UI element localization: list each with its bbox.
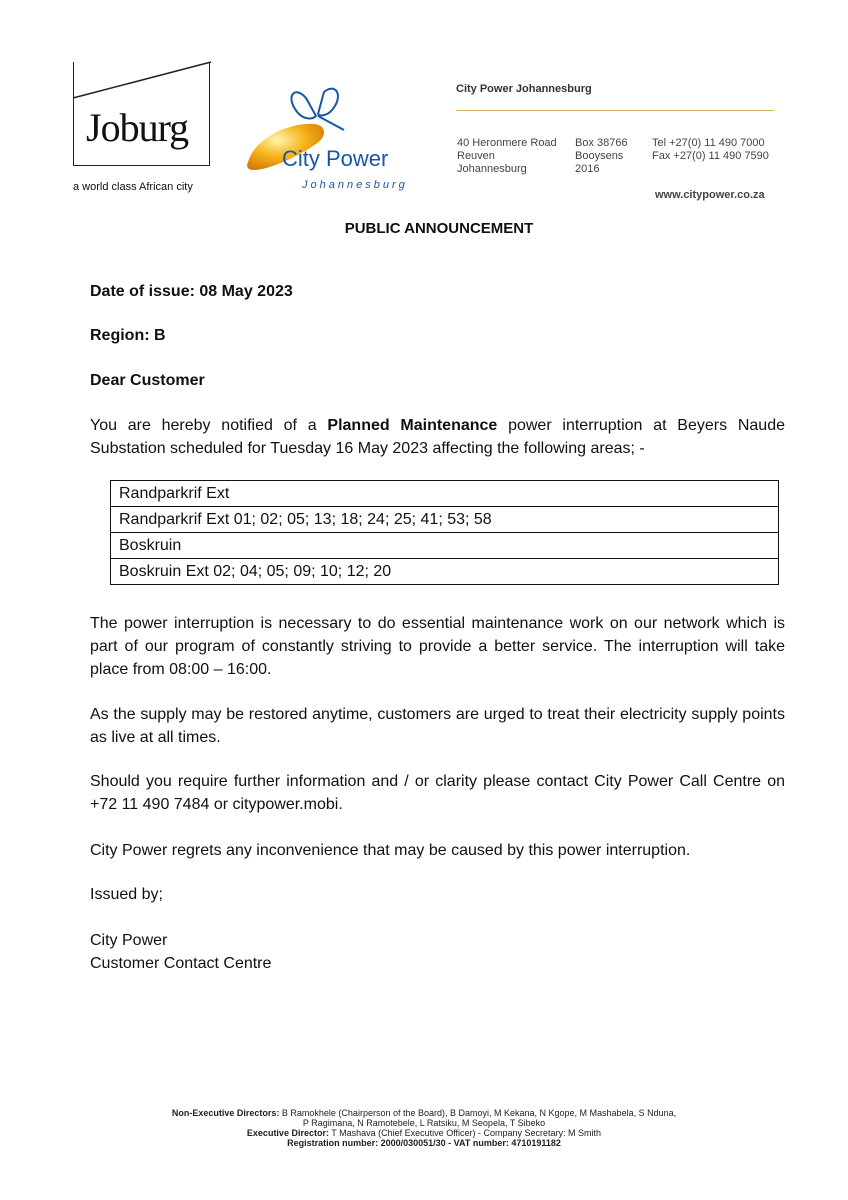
logo-frame-slant — [72, 60, 212, 100]
header-divider — [456, 110, 774, 111]
footer-line — [0, 1138, 848, 1148]
notice-paragraph — [90, 414, 785, 460]
company-name: City Power Johannesburg — [456, 83, 592, 95]
joburg-tagline: a world class African city — [73, 181, 193, 193]
footer-directors — [0, 1108, 848, 1148]
joburg-logo — [73, 62, 210, 166]
footer-line — [0, 1108, 848, 1118]
contact-paragraph: Should you require further information and / or clarity please contact City Power Call Centre on +72 11 490 7484 or citypower.mobi. — [90, 773, 785, 813]
table-row — [111, 559, 779, 585]
date-of-issue: Date of issue: 08 May 2023 — [90, 283, 293, 300]
city-power-dragonfly-icon — [244, 84, 444, 194]
area-cell: Boskruin Ext 02; 04; 05; 09; 10; 12; 20 — [111, 559, 779, 585]
regret-paragraph: City Power regrets any inconvenience that may be caused by this power interruption. — [90, 842, 691, 859]
footer-registration: Registration number: 2000/030051/30 - VAT number: 4710191182 — [287, 1138, 561, 1148]
signoff-organisation: City Power — [90, 932, 168, 949]
address-line: 40 Heronmere Road — [457, 137, 557, 149]
telephone: Tel +27(0) 11 490 7000 — [652, 137, 765, 149]
contact-numbers — [652, 137, 769, 163]
region: Region: B — [90, 327, 166, 344]
notice-suffix: power interruption at Beyers Naude Substation scheduled for Tuesday 16 May 2023 affecting the following areas; - — [90, 417, 785, 457]
footer-ned-label: Non-Executive Directors: — [171, 1108, 280, 1118]
table-row — [111, 481, 779, 507]
footer-line: P Ragimana, N Ramotebele, L Ratsiku, M Seopela, T Sibeko — [302, 1118, 546, 1128]
table-row — [111, 507, 779, 533]
footer-line — [0, 1128, 848, 1138]
reason-paragraph: The power interruption is necessary to do essential maintenance work on our network which is part of our program of constantly striving to provide a better service. The interruption will take place from 08:00 – 16:00. — [90, 615, 785, 678]
city-power-logo-subtitle: Johannesburg — [302, 179, 408, 191]
postal-line: 2016 — [575, 163, 600, 175]
area-cell: Boskruin — [111, 533, 779, 559]
postal-line: Box 38766 — [575, 137, 628, 149]
footer-exec-text: T Mashava (Chief Executive Officer) - Company Secretary: M Smith — [328, 1128, 602, 1138]
address-line: Reuven — [457, 150, 495, 162]
table-row — [111, 533, 779, 559]
area-cell: Randparkrif Ext 01; 02; 05; 13; 18; 24; 25; 41; 53; 58 — [111, 507, 779, 533]
safety-paragraph: As the supply may be restored anytime, customers are urged to treat their electricity supply points as live at all times. — [90, 706, 785, 746]
address-line: Johannesburg — [457, 163, 527, 175]
affected-areas-table — [110, 480, 779, 585]
fax: Fax +27(0) 11 490 7590 — [652, 150, 769, 162]
salutation: Dear Customer — [90, 372, 205, 389]
postal-line: Booysens — [575, 150, 624, 162]
notice-prefix: You are hereby notified of a — [90, 417, 328, 434]
page-title: PUBLIC ANNOUNCEMENT — [344, 220, 534, 237]
footer-ned-text: B Ramokhele (Chairperson of the Board), B Damoyi, M Kekana, N Kgope, M Mashabela, S Nduna, — [279, 1108, 677, 1118]
area-cell: Randparkrif Ext — [111, 481, 779, 507]
notice-maintenance-type: Planned Maintenance — [327, 417, 498, 434]
footer-exec-label: Executive Director: — [246, 1128, 329, 1138]
postal-address — [575, 137, 628, 176]
city-power-logo-name: City Power — [282, 146, 389, 171]
issued-by: Issued by; — [90, 886, 163, 903]
website-link[interactable]: www.citypower.co.za — [655, 189, 765, 201]
street-address — [457, 137, 557, 176]
joburg-logo-text: Joburg — [86, 105, 189, 150]
signoff-department: Customer Contact Centre — [90, 955, 272, 972]
